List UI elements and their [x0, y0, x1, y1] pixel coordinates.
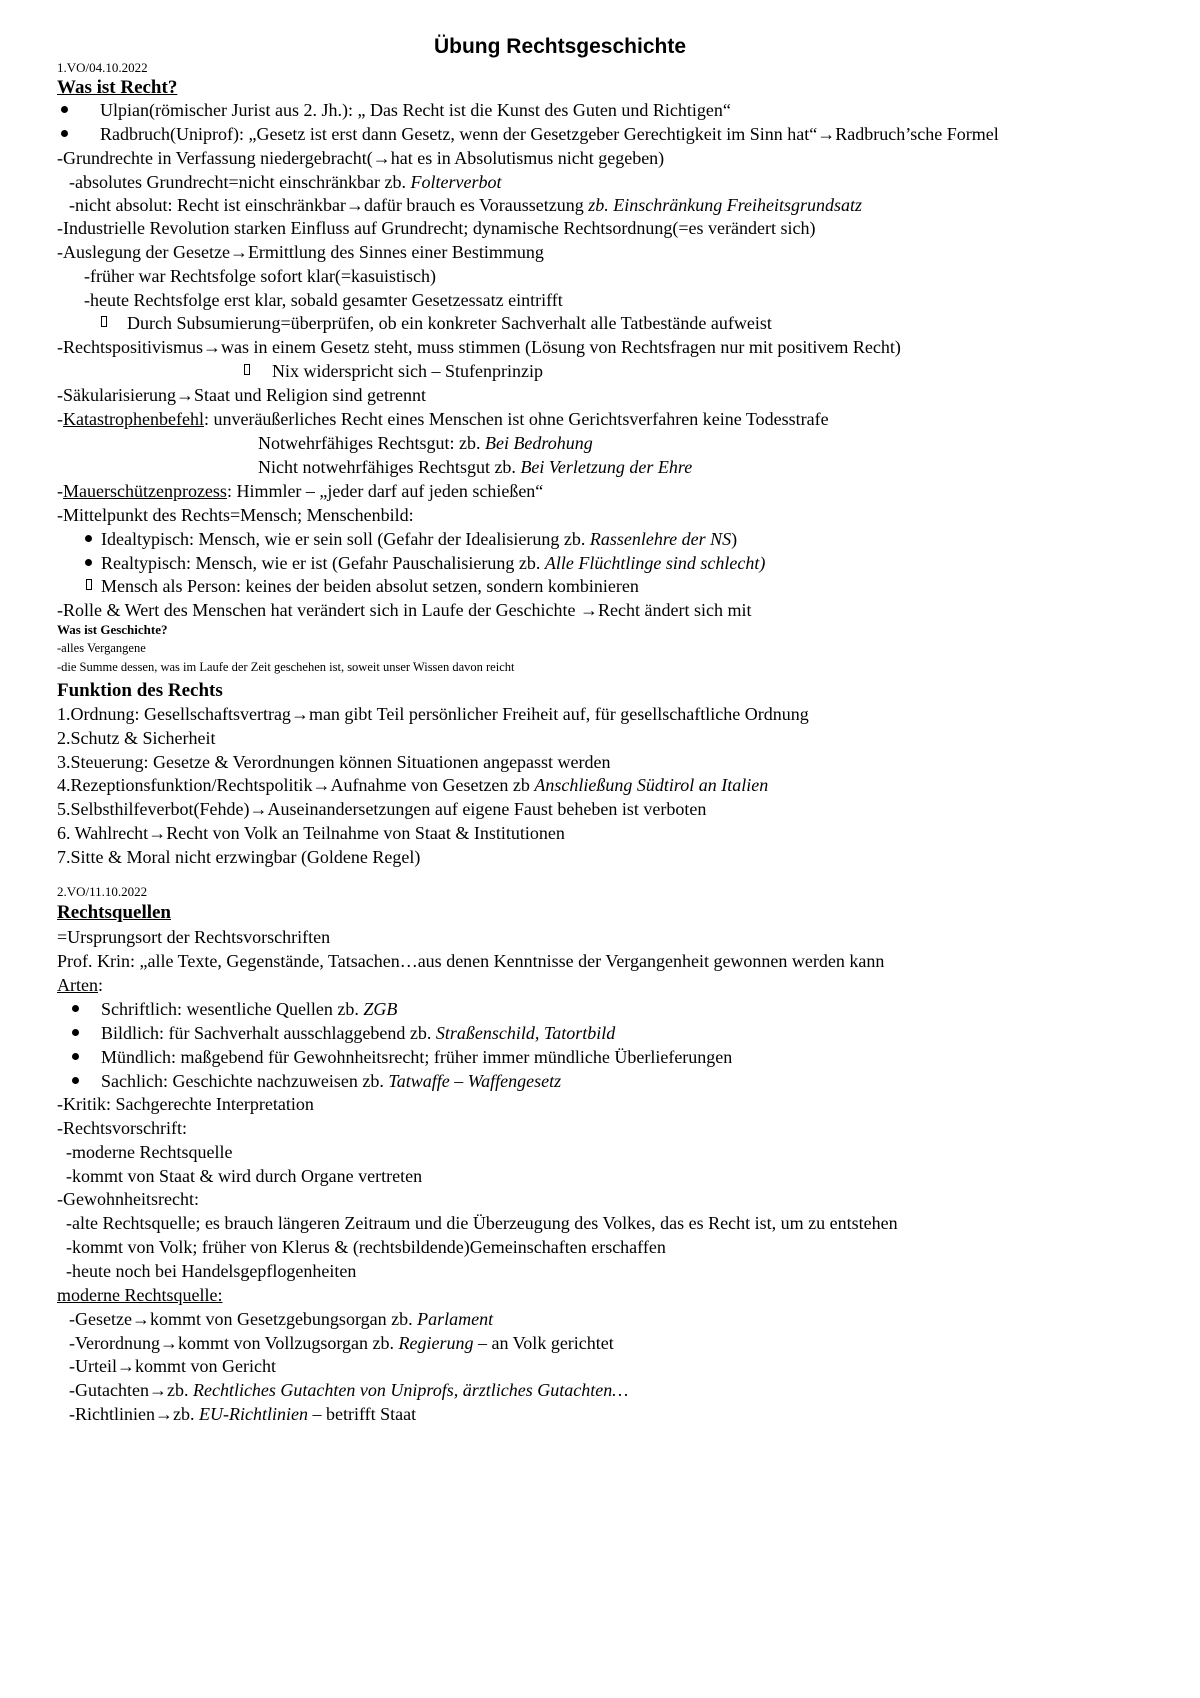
arrow-icon: →: [131, 1309, 150, 1329]
line-gewohnheitsrecht: -Gewohnheitsrecht:: [57, 1189, 199, 1209]
line-stufenprinzip: Nix widerspricht sich – Stufenprinzip: [272, 361, 543, 381]
line-notwehrfaehig: Notwehrfähiges Rechtsgut: zb. Bei Bedrohung: [258, 433, 593, 453]
arrow-icon: →: [116, 1356, 135, 1376]
heading-rechtsquellen: Rechtsquellen: [57, 902, 171, 923]
arrow-icon: →: [580, 600, 599, 620]
line-kommt-von-staat: -kommt von Staat & wird durch Organe vertreten: [66, 1166, 423, 1186]
function-5: 5.Selbsthilfeverbot(Fehde)→Auseinandersetzungen auf eigene Faust beheben ist verboten: [57, 799, 707, 819]
line-auslegung: -Auslegung der Gesetze→Ermittlung des Sinnes einer Bestimmung: [57, 242, 544, 262]
arrow-icon: →: [817, 124, 836, 144]
line-alte-rechtsquelle: -alte Rechtsquelle; es brauch längeren Zeitraum und die Überzeugung des Volkes, das es Recht ist, um zu entstehen: [66, 1213, 898, 1233]
lecture-2-date: 2.VO/11.10.2022: [57, 884, 148, 899]
arrow-icon: →: [154, 1404, 173, 1424]
line-alles-vergangene: -alles Vergangene: [57, 641, 146, 655]
line-nicht-absolut: -nicht absolut: Recht ist einschränkbar→dafür brauch es Voraussetzung zb. Einschränkung Freiheitsgrundsatz: [69, 195, 863, 215]
source-verordnung: -Verordnung→kommt von Vollzugsorgan zb. Regierung – an Volk gerichtet: [69, 1333, 614, 1353]
line-subsumierung: Durch Subsumierung=überprüfen, ob ein konkreter Sachverhalt alle Tatbestände aufweist: [127, 313, 772, 333]
art-sachlich: Sachlich: Geschichte nachzuweisen zb. Tatwaffe – Waffengesetz: [101, 1071, 562, 1091]
function-7: 7.Sitte & Moral nicht erzwingbar (Goldene Regel): [57, 847, 421, 867]
arrow-icon: →: [229, 242, 248, 262]
line-mittelpunkt: -Mittelpunkt des Rechts=Mensch; Menschenbild:: [57, 505, 414, 525]
arrow-icon: →: [345, 195, 364, 215]
bullet-mensch-als-person: Mensch als Person: keines der beiden absolut setzen, sondern kombinieren: [101, 576, 639, 596]
arrow-icon: →: [175, 385, 194, 405]
line-summe: -die Summe dessen, was im Laufe der Zeit geschehen ist, soweit unser Wissen davon reicht: [57, 660, 515, 674]
bullet-icon: [72, 1053, 79, 1060]
bullet-icon: [72, 1005, 79, 1012]
line-ursprungsort: =Ursprungsort der Rechtsvorschriften: [57, 927, 331, 947]
arrow-icon: →: [312, 775, 331, 795]
line-saekularisierung: -Säkularisierung→Staat und Religion sind getrennt: [57, 385, 426, 405]
box-bullet-icon: [244, 364, 250, 375]
art-muendlich: Mündlich: maßgebend für Gewohnheitsrecht; früher immer mündliche Überlieferungen: [101, 1047, 733, 1067]
function-6: 6. Wahlrecht→Recht von Volk an Teilnahme von Staat & Institutionen: [57, 823, 565, 843]
line-rechtspositivismus: -Rechtspositivismus→was in einem Gesetz steht, muss stimmen (Lösung von Rechtsfragen nur mit positivem Recht): [57, 337, 901, 357]
line-nicht-notwehrfaehig: Nicht notwehrfähiges Rechtsgut zb. Bei Verletzung der Ehre: [258, 457, 693, 477]
arrow-icon: →: [159, 1333, 178, 1353]
function-3: 3.Steuerung: Gesetze & Verordnungen können Situationen angepasst werden: [57, 752, 611, 772]
bullet-idealtypisch: Idealtypisch: Mensch, wie er sein soll (Gefahr der Idealisierung zb. Rassenlehre der NS): [101, 529, 738, 549]
heading-was-ist-geschichte: Was ist Geschichte?: [57, 622, 168, 637]
arrow-icon: →: [148, 823, 167, 843]
source-gesetze: -Gesetze→kommt von Gesetzgebungsorgan zb. Parlament: [69, 1309, 494, 1329]
line-industrielle-revolution: -Industrielle Revolution starken Einfluss auf Grundrecht; dynamische Rechtsordnung(=es verändert sich): [57, 218, 816, 238]
art-schriftlich: Schriftlich: wesentliche Quellen zb. ZGB: [101, 999, 398, 1019]
source-urteil: -Urteil→kommt von Gericht: [69, 1356, 276, 1376]
bullet-icon: [85, 559, 92, 566]
bullet-icon: [72, 1077, 79, 1084]
line-rechtsvorschrift: -Rechtsvorschrift:: [57, 1118, 187, 1138]
line-kommt-von-volk: -kommt von Volk; früher von Klerus & (rechtsbildende)Gemeinschaften erschaffen: [66, 1237, 666, 1257]
line-prof-krin: Prof. Krin: „alle Texte, Gegenstände, Tatsachen…aus denen Kenntnisse der Vergangenheit gewonnen werden kann: [57, 951, 885, 971]
arrow-icon: →: [249, 799, 268, 819]
bullet-icon: [85, 535, 92, 542]
arrow-icon: →: [290, 704, 309, 724]
line-mauerschuetzenprozess: -Mauerschützenprozess: Himmler – „jeder darf auf jeden schießen“: [57, 481, 544, 501]
function-1: 1.Ordnung: Gesellschaftsvertrag→man gibt Teil persönlicher Freiheit auf, für gesellschaftliche Ordnung: [57, 704, 809, 724]
heading-moderne-rechtsquelle: moderne Rechtsquelle:: [57, 1285, 223, 1305]
document-title: Übung Rechtsgeschichte: [433, 35, 687, 58]
arrow-icon: →: [203, 337, 222, 357]
line-heute: -heute Rechtsfolge erst klar, sobald gesamter Gesetzessatz eintrifft: [84, 290, 563, 310]
source-richtlinien: -Richtlinien→zb. EU-Richtlinien – betrifft Staat: [69, 1404, 417, 1424]
bullet-radbruch: Radbruch(Uniprof): „Gesetz ist erst dann Gesetz, wenn der Gesetzgeber Gerechtigkeit im Sinn hat“→Radbruch’sche Formel: [100, 124, 999, 144]
line-handelsgepflogenheiten: -heute noch bei Handelsgepflogenheiten: [66, 1261, 357, 1281]
box-bullet-icon: [86, 579, 92, 590]
bullet-icon: [61, 106, 68, 113]
line-grundrechte: -Grundrechte in Verfassung niedergebracht(→hat es in Absolutismus nicht gegeben): [57, 148, 665, 168]
heading-funktion-des-rechts: Funktion des Rechts: [57, 680, 223, 701]
art-bildlich: Bildlich: für Sachverhalt ausschlaggebend zb. Straßenschild, Tatortbild: [101, 1023, 616, 1043]
bullet-icon: [61, 130, 68, 137]
line-moderne-rechtsquelle: -moderne Rechtsquelle: [66, 1142, 233, 1162]
line-absolutes-grundrecht: -absolutes Grundrecht=nicht einschränkbar zb. Folterverbot: [69, 172, 502, 192]
bullet-realtypisch: Realtypisch: Mensch, wie er ist (Gefahr Pauschalisierung zb. Alle Flüchtlinge sind schlecht): [101, 553, 766, 573]
line-kritik: -Kritik: Sachgerechte Interpretation: [57, 1094, 314, 1114]
line-rolle-wert: -Rolle & Wert des Menschen hat verändert sich in Laufe der Geschichte →Recht ändert sich mit: [57, 600, 752, 620]
lecture-1-date: 1.VO/04.10.2022: [57, 60, 148, 75]
line-katastrophenbefehl: -Katastrophenbefehl: unveräußerliches Recht eines Menschen ist ohne Gerichtsverfahren keine Todesstrafe: [57, 409, 829, 429]
bullet-icon: [72, 1029, 79, 1036]
heading-was-ist-recht: Was ist Recht?: [57, 77, 178, 98]
source-gutachten: -Gutachten→zb. Rechtliches Gutachten von Uniprofs, ärztliches Gutachten…: [69, 1380, 629, 1400]
bullet-ulpian: Ulpian(römischer Jurist aus 2. Jh.): „ Das Recht ist die Kunst des Guten und Richtigen“: [100, 100, 731, 120]
function-4: 4.Rezeptionsfunktion/Rechtspolitik→Aufnahme von Gesetzen zb Anschließung Südtirol an Italien: [57, 775, 769, 795]
line-frueher: -früher war Rechtsfolge sofort klar(=kasuistisch): [84, 266, 437, 286]
function-2: 2.Schutz & Sicherheit: [57, 728, 216, 748]
arrow-icon: →: [148, 1380, 167, 1400]
box-bullet-icon: [101, 316, 107, 327]
line-arten: Arten:: [57, 975, 103, 995]
